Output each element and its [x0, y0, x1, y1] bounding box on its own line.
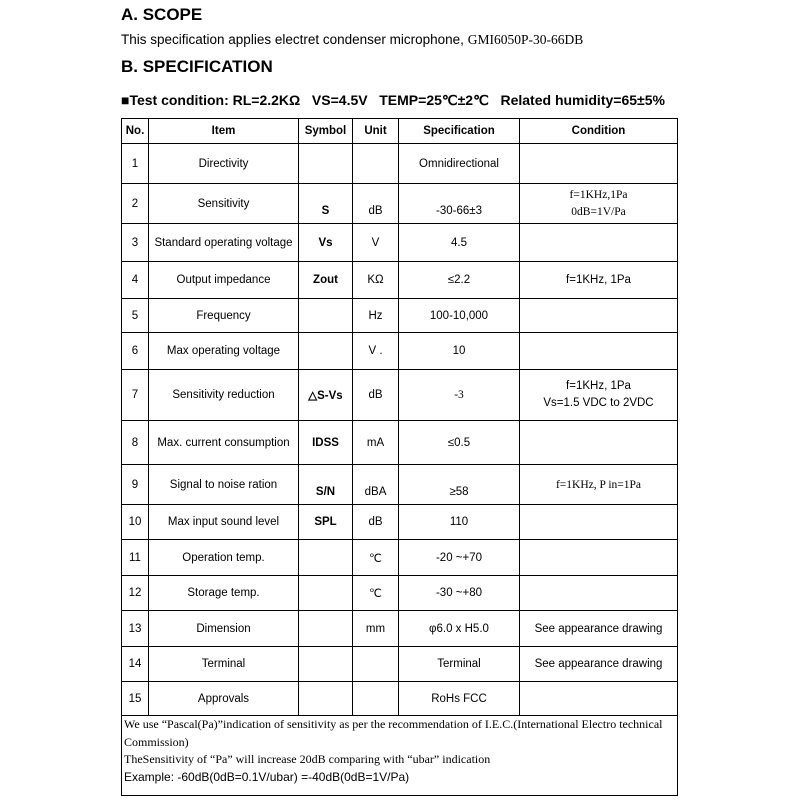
cell-condition: See appearance drawing [520, 647, 678, 682]
cell-condition [520, 370, 678, 421]
cell-no: 5 [122, 299, 149, 333]
table-row [122, 262, 678, 299]
table-row [122, 682, 678, 716]
cell-spec: -3 [399, 370, 520, 421]
cell-condition [520, 505, 678, 540]
cell-unit: Hz [353, 299, 399, 333]
cell-spec: ≤2.2 [399, 262, 520, 299]
cell-unit [353, 465, 399, 505]
cell-no: 1 [122, 144, 149, 184]
table-row [122, 576, 678, 611]
cell-condition [520, 184, 678, 224]
spec-text: ≥58 [449, 485, 469, 498]
cell-symbol [299, 576, 353, 611]
cell-spec: 4.5 [399, 224, 520, 262]
cell-symbol: △S-Vs [299, 370, 353, 421]
test-condition: ■Test condition: RL=2.2KΩ VS=4.5V TEMP=25℃±2℃ Related humidity=65±5% [121, 92, 665, 108]
cell-item: Max. current consumption [149, 421, 299, 465]
cell-spec [399, 184, 520, 224]
cell-symbol: SPL [299, 505, 353, 540]
condition-line: f=1KHz,1Pa [569, 188, 628, 201]
cell-item: Output impedance [149, 262, 299, 299]
header-no: No. [122, 119, 149, 144]
table-row [122, 299, 678, 333]
cell-symbol: Zout [299, 262, 353, 299]
cell-unit: KΩ [353, 262, 399, 299]
cell-item: Max operating voltage [149, 333, 299, 370]
cell-no: 8 [122, 421, 149, 465]
cell-condition [520, 144, 678, 184]
cell-item: Storage temp. [149, 576, 299, 611]
symbol-text: S/N [315, 485, 336, 498]
note-line: TheSensitivity of “Pa” will increase 20dB comparing with “ubar” indication [124, 752, 491, 766]
condition-line: 0dB=1V/Pa [571, 205, 626, 218]
header-specification: Specification [399, 119, 520, 144]
cell-item: Standard operating voltage [149, 224, 299, 262]
cell-symbol: Vs [299, 224, 353, 262]
cell-condition [520, 421, 678, 465]
cell-no: 12 [122, 576, 149, 611]
table-row [122, 465, 678, 505]
header-item: Item [149, 119, 299, 144]
cell-spec: φ6.0 x H5.0 [399, 611, 520, 647]
cell-unit: V . [353, 333, 399, 370]
cell-symbol [299, 682, 353, 716]
table-row [122, 224, 678, 262]
symbol-text: S [321, 204, 330, 217]
cell-unit [353, 184, 399, 224]
cell-symbol [299, 299, 353, 333]
cell-item: Terminal [149, 647, 299, 682]
scope-sentence: This specification applies electret condenser microphone, [121, 32, 464, 47]
note-line: We use “Pascal(Pa)”indication of sensitivity as per the recommendation of I.E.C.(International Electro technical Commission) [124, 717, 663, 749]
cell-condition [520, 224, 678, 262]
cell-no: 15 [122, 682, 149, 716]
cell-condition [520, 299, 678, 333]
table-header-row [122, 119, 678, 144]
cell-item: Max input sound level [149, 505, 299, 540]
cell-condition [520, 682, 678, 716]
condition-line: f=1KHz, 1Pa [566, 380, 631, 392]
cell-spec: 100-10,000 [399, 299, 520, 333]
cell-item: Dimension [149, 611, 299, 647]
cell-no: 7 [122, 370, 149, 421]
unit-text: dB [368, 204, 383, 217]
cell-unit: dB [353, 370, 399, 421]
cell-symbol [299, 144, 353, 184]
header-symbol: Symbol [299, 119, 353, 144]
table-row [122, 647, 678, 682]
cell-unit: dB [353, 505, 399, 540]
cell-unit: mA [353, 421, 399, 465]
specification-heading: B. SPECIFICATION [121, 57, 273, 76]
note-example: Example: -60dB(0dB=0.1V/ubar) =-40dB(0dB=1V/Pa) [124, 769, 410, 784]
cell-condition: f=1KHz, P in=1Pa [520, 465, 678, 505]
cell-item: Sensitivity [149, 184, 299, 224]
cell-item: Operation temp. [149, 540, 299, 576]
table-row [122, 144, 678, 184]
spec-text: -30-66±3 [436, 204, 482, 217]
cell-no: 6 [122, 333, 149, 370]
cell-item: Sensitivity reduction [149, 370, 299, 421]
table-row [122, 505, 678, 540]
cell-no: 4 [122, 262, 149, 299]
cell-symbol [299, 184, 353, 224]
cell-spec: Omnidirectional [399, 144, 520, 184]
cell-unit: V [353, 224, 399, 262]
cell-spec: 10 [399, 333, 520, 370]
cell-item: Signal to noise ration [149, 465, 299, 505]
cell-symbol: IDSS [299, 421, 353, 465]
notes-cell [122, 716, 678, 796]
cell-unit [353, 647, 399, 682]
cell-no: 9 [122, 465, 149, 505]
cell-no: 3 [122, 224, 149, 262]
cell-spec: -30 ~+80 [399, 576, 520, 611]
cell-condition: f=1KHz, 1Pa [520, 262, 678, 299]
table-row [122, 611, 678, 647]
cell-symbol [299, 647, 353, 682]
cell-condition: See appearance drawing [520, 611, 678, 647]
cell-unit [353, 144, 399, 184]
table-row [122, 184, 678, 224]
cell-symbol [299, 465, 353, 505]
cell-condition [520, 540, 678, 576]
cell-unit: ℃ [353, 540, 399, 576]
scope-text [121, 32, 583, 48]
cell-unit: ℃ [353, 576, 399, 611]
cell-no: 11 [122, 540, 149, 576]
cell-spec: Terminal [399, 647, 520, 682]
cell-spec: RoHs FCC [399, 682, 520, 716]
cell-no: 2 [122, 184, 149, 224]
cell-spec [399, 465, 520, 505]
cell-no: 14 [122, 647, 149, 682]
table-row [122, 333, 678, 370]
spec-table [121, 118, 678, 796]
cell-symbol [299, 540, 353, 576]
table-row [122, 421, 678, 465]
cell-unit [353, 682, 399, 716]
table-row [122, 540, 678, 576]
model-number: GMI6050P-30-66DB [467, 32, 584, 47]
cell-unit: mm [353, 611, 399, 647]
cell-symbol [299, 333, 353, 370]
cell-item: Frequency [149, 299, 299, 333]
scope-heading: A. SCOPE [121, 5, 203, 24]
cell-item: Directivity [149, 144, 299, 184]
table-row [122, 370, 678, 421]
cell-condition [520, 333, 678, 370]
notes-row [122, 716, 678, 796]
cell-spec: 110 [399, 505, 520, 540]
unit-text: dBA [364, 485, 387, 498]
header-condition: Condition [520, 119, 678, 144]
header-unit: Unit [353, 119, 399, 144]
condition-line: Vs=1.5 VDC to 2VDC [543, 397, 654, 409]
cell-spec: ≤0.5 [399, 421, 520, 465]
cell-condition [520, 576, 678, 611]
cell-item: Approvals [149, 682, 299, 716]
cell-spec: -20 ~+70 [399, 540, 520, 576]
cell-no: 10 [122, 505, 149, 540]
cell-no: 13 [122, 611, 149, 647]
cell-symbol [299, 611, 353, 647]
